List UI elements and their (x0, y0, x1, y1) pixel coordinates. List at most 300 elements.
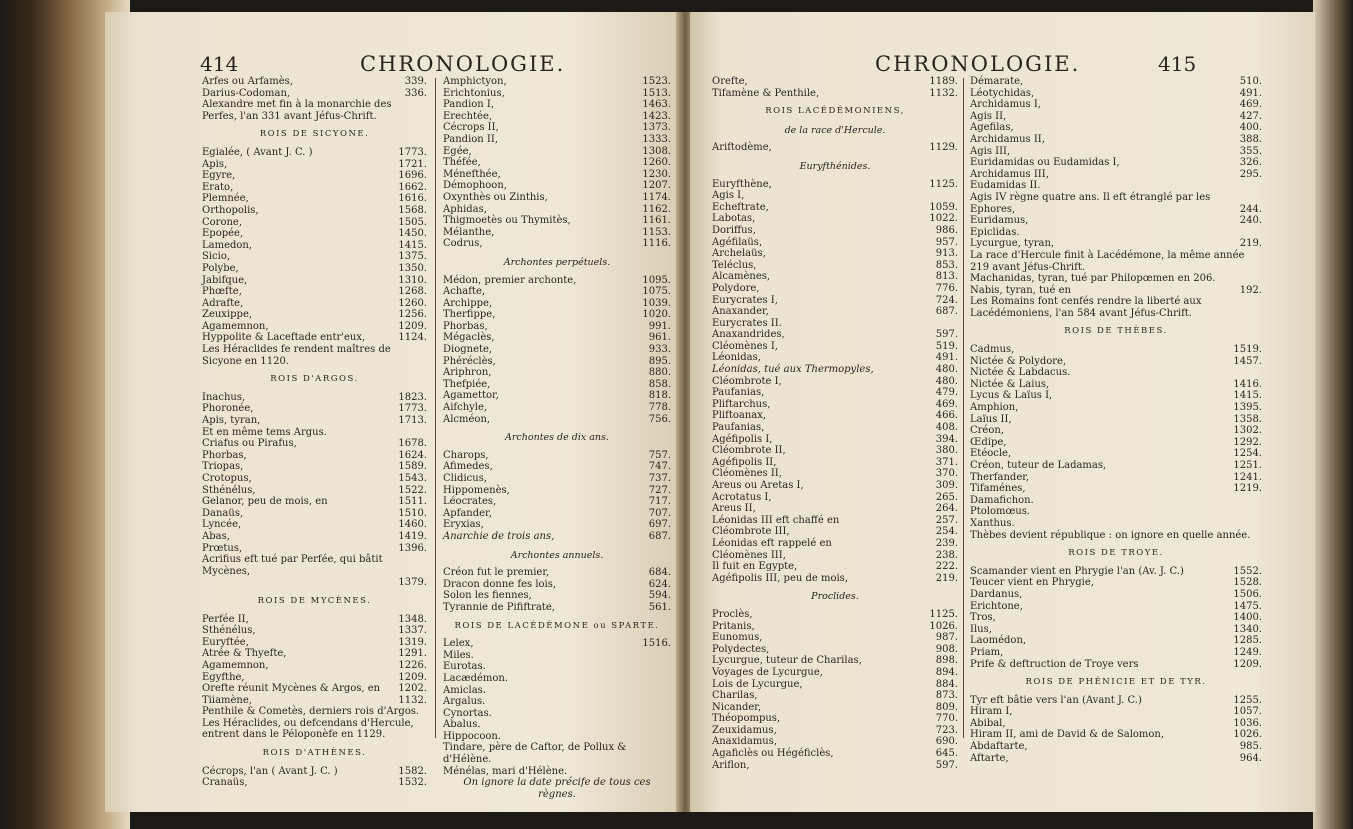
entry-year: 309. (935, 480, 958, 491)
entry-year: 1059. (929, 201, 958, 213)
entry-year: 1519. (1233, 344, 1262, 356)
entry-name: Orefte réunit Mycènes & Argos, en (202, 683, 381, 695)
entry-year: 1568. (398, 204, 427, 216)
entry-row (712, 644, 958, 656)
entry-name: Léonidas III eft chaffé en (712, 514, 840, 526)
entry-year: 818. (648, 390, 671, 402)
entry-name: Lelex, (443, 638, 474, 650)
entry-year: 1523. (642, 76, 671, 87)
entry-year: 1773. (398, 403, 427, 415)
entry-year: 687. (648, 530, 671, 542)
entry-name: Ariphron, (443, 367, 492, 379)
entry-row (443, 531, 671, 543)
entry-name: Teucer vient en Phrygie, (970, 577, 1094, 589)
entry-name: Lois de Lycurgue, (712, 678, 803, 690)
entry-name: Achafte, (443, 286, 486, 298)
entry-name: Therfippe, (443, 309, 496, 321)
entry-year: 957. (935, 236, 958, 248)
section-heading: ROIS DE MYCÈNES. (257, 595, 372, 606)
entry-year: 380. (935, 445, 958, 457)
entry-row (443, 169, 671, 181)
entry-name: Hippomenès, (443, 484, 510, 496)
entry-year: 1132. (929, 87, 958, 99)
entry-name: Eryxias, (443, 519, 484, 531)
entry-name: Agéfipolis II, (712, 456, 777, 468)
entry-year: 756. (648, 413, 671, 425)
entry-name: Lyncée, (202, 519, 242, 531)
entry-row (202, 648, 427, 660)
entry-row (970, 566, 1262, 578)
entry-year: 986. (935, 224, 958, 236)
entry-year: 1020. (642, 309, 671, 321)
entry-name: Pritanis, (712, 620, 755, 632)
entry-row (443, 696, 671, 708)
entry-name: Léocrates, (443, 496, 497, 508)
entry-name: Tros, (970, 612, 996, 624)
entry-name: Créon fut le premier, (443, 567, 550, 579)
entry-year: 597. (935, 759, 958, 771)
entry-year: 1423. (642, 110, 671, 122)
entry-row (970, 367, 1262, 379)
entry-row (443, 567, 671, 579)
entry-year: 597. (935, 329, 958, 341)
entry-row (970, 285, 1262, 297)
entry-year: 594. (648, 590, 671, 602)
entry-row (202, 228, 427, 240)
entry-year: 388. (1239, 133, 1262, 145)
entry-name: Orefte, (712, 76, 748, 87)
entry-year: 898. (935, 655, 958, 667)
entry-name: Mégaclès, (443, 332, 495, 344)
entry-name: Agis II, (970, 110, 1007, 122)
entry-row (202, 403, 427, 415)
entry-year: 244. (1239, 203, 1262, 215)
entry-name: Argalus. (443, 696, 486, 708)
entry-name: Priam, (970, 646, 1004, 658)
entry-year: 1132. (398, 694, 427, 706)
column-rule (435, 78, 436, 738)
entry-year: 1415. (398, 239, 427, 251)
entry-year: 394. (935, 433, 958, 445)
entry-name: Anarchie de trois ans, (443, 530, 555, 542)
entry-name: Abalus. (443, 719, 481, 731)
entry-year: 624. (648, 578, 671, 590)
entry-name: Archidamus III, (970, 168, 1049, 180)
entry-name: Dardanus, (970, 588, 1023, 600)
entry-name: Damafichon. (970, 494, 1034, 506)
entry-row (202, 275, 427, 287)
entry-row (443, 344, 671, 356)
entry-name: Il fuit en Egypte, (712, 561, 798, 573)
entry-year: 1207. (642, 180, 671, 192)
entry-name: Cléombrote I, (712, 375, 782, 387)
entry-row (443, 473, 671, 485)
entry-row (970, 741, 1262, 753)
section-heading: ROIS DE THÈBES. (1064, 326, 1168, 337)
entry-row (443, 402, 671, 414)
entry-year: 561. (648, 601, 671, 613)
entry-year: 491. (935, 352, 958, 364)
entry-row (970, 180, 1262, 192)
entry-year: 240. (1239, 215, 1262, 227)
entry-row (970, 706, 1262, 718)
entry-name: Polydectes, (712, 643, 770, 655)
entry-name: Aifchyle, (443, 402, 488, 414)
entry-row (970, 437, 1262, 449)
entry-name: Scamander vient en Phrygie l'an (Av. J. C.) (970, 565, 1184, 577)
entry-year: 1302. (1233, 425, 1262, 437)
entry-year: 1375. (398, 251, 427, 263)
entry-row (443, 192, 671, 204)
entry-row (712, 526, 958, 538)
entry-name: Archidamus II, (970, 133, 1045, 145)
entry-name: Anaxander, (712, 306, 769, 318)
entry-row (443, 390, 671, 402)
subsection-heading: Archontes perpétuels. (503, 256, 611, 268)
entry-name: Phorbas, (202, 449, 247, 461)
entry-row (712, 260, 958, 272)
entry-year: 1348. (398, 613, 427, 625)
entry-row (443, 99, 671, 111)
entry-row (712, 399, 958, 411)
entry-year: 238. (935, 549, 958, 561)
entry-row (202, 766, 427, 778)
entry-year: 466. (935, 410, 958, 422)
entry-name: Polydore, (712, 282, 760, 294)
entry-name: Apis, tyran, (202, 415, 261, 427)
entry-year: 1209. (398, 320, 427, 332)
entry-row (712, 376, 958, 388)
entry-row (202, 298, 427, 310)
entry-row (712, 179, 958, 191)
entry-year: 222. (935, 561, 958, 573)
entry-row (712, 736, 958, 748)
entry-row (202, 147, 427, 159)
entry-row (202, 205, 427, 217)
entry-year: 1616. (398, 193, 427, 205)
entry-year: 933. (648, 344, 671, 356)
entry-name: Agamemnon, (202, 659, 269, 671)
entry-row (202, 170, 427, 182)
entry-row (970, 134, 1262, 146)
entry-row (970, 495, 1262, 507)
entry-name: Miles. (443, 649, 474, 661)
entry-row (970, 659, 1262, 671)
entry-name: Créon, (970, 425, 1004, 437)
entry-name: Laïus II, (970, 413, 1012, 425)
entry-row (443, 88, 671, 100)
entry-year: 1457. (1233, 355, 1262, 367)
entry-name: Codrus, (443, 238, 483, 250)
entry-name: Crotopus, (202, 473, 252, 484)
entry-row (712, 667, 958, 679)
entry-row (443, 719, 671, 731)
entry-row (712, 88, 958, 100)
entry-row (970, 448, 1262, 460)
entry-name: Phorbas, (443, 320, 488, 332)
entry-row (970, 729, 1262, 741)
entry-name: Labotas, (712, 213, 756, 225)
subsection-heading: Archontes annuels. (510, 549, 604, 561)
entry-row (202, 461, 427, 473)
entry-row (712, 468, 958, 480)
entry-row (970, 146, 1262, 158)
entry-year: 1256. (398, 309, 427, 321)
entry-name: Agamemnon, (202, 320, 269, 332)
entry-name: Acrotatus I, (712, 491, 772, 503)
entry-name: Zeuxidamus, (712, 724, 777, 736)
section-heading: ROIS LACÉDÉMONIENS, (765, 106, 905, 117)
entry-row (712, 690, 958, 702)
entry-name: Adrafte, (202, 297, 244, 309)
entry-year: 1624. (398, 449, 427, 461)
entry-name: Oxynthès ou Zinthis, (443, 191, 548, 203)
entry-year: 1095. (642, 274, 671, 286)
entry-name: Corone, (202, 216, 243, 228)
entry-year: 813. (935, 271, 958, 283)
entry-year: 727. (648, 484, 671, 496)
entry-name: Archippe, (443, 297, 493, 309)
entry-name: Sthénélus, (202, 625, 256, 637)
entry-name: Criafus ou Pirafus, (202, 438, 297, 450)
entry-year: 1310. (398, 274, 427, 286)
entry-name: Cécrops, l'an ( Avant J. C. ) (202, 765, 338, 777)
left-column-1 (202, 76, 427, 789)
entry-name: Cléombrote II, (712, 445, 786, 457)
entry-year: 1662. (398, 181, 427, 193)
entry-row (970, 414, 1262, 426)
entry-name: Charilas, (712, 690, 758, 702)
entry-year: 737. (648, 473, 671, 484)
entry-row (712, 248, 958, 260)
entry-name: Anaxidamus, (712, 736, 778, 748)
entry-row (970, 472, 1262, 484)
entry-year: 1026. (1233, 729, 1262, 741)
entry-row (443, 134, 671, 146)
entry-year: 894. (935, 666, 958, 678)
entry-year: 1340. (1233, 623, 1262, 635)
entry-year: 776. (935, 282, 958, 294)
entry-row (443, 766, 671, 778)
entry-year: 1209. (1233, 658, 1262, 670)
entry-year: 1463. (642, 99, 671, 111)
entry-row (970, 695, 1262, 707)
entry-year: 1823. (398, 391, 427, 403)
entry-name: Tyrannie de Pififtrate, (443, 601, 555, 613)
entry-name: Pliftarchus, (712, 398, 771, 410)
entry-year: 1505. (398, 216, 427, 228)
entry-row (443, 122, 671, 134)
entry-row (712, 318, 958, 330)
entry-name: Darius-Codoman, (202, 87, 291, 99)
paragraph-text: Alexandre met fin à la monarchie des Perfes, l'an 331 avant Jéfus-Chrift. (202, 99, 392, 122)
entry-name: Xanthus. (970, 517, 1015, 529)
entry-name: Phoronée, (202, 403, 254, 415)
entry-name: Alcméon, (443, 413, 491, 425)
entry-name: Léonidas, (712, 352, 761, 364)
entry-year: 1057. (1233, 706, 1262, 718)
entry-year: 355. (1239, 145, 1262, 157)
entry-year: 809. (935, 701, 958, 713)
entry-row (712, 632, 958, 644)
section-heading: ROIS D'ARGOS. (270, 374, 359, 385)
entry-name: Phœfte, (202, 286, 242, 298)
entry-row (712, 515, 958, 527)
entry-name: Lycurgue, tuteur de Charilas, (712, 655, 862, 667)
entry-name: Etéocle, (970, 448, 1012, 460)
entry-year: 1268. (398, 286, 427, 298)
entry-row (202, 309, 427, 321)
entry-name: Eunomus, (712, 632, 763, 644)
entry-name: Cadmus, (970, 344, 1015, 356)
entry-name: Apfander, (443, 507, 492, 519)
entry-row (443, 661, 671, 673)
entry-name: Zeuxippe, (202, 309, 253, 321)
entry-name: Thigmoetès ou Thymitès, (443, 215, 571, 227)
entry-year: 985. (1239, 741, 1262, 753)
paragraph-text: La race d'Hercule finit à Lacédémone, la même année 219 avant Jéfus-Chrift. (970, 249, 1245, 273)
entry-name: Paufanias, (712, 422, 765, 434)
entry-row (970, 402, 1262, 414)
entry-year: 853. (935, 259, 958, 271)
entry-row (443, 602, 671, 614)
entry-name: Archidamus I, (970, 99, 1041, 111)
entry-row (202, 672, 427, 684)
entry-row (202, 577, 427, 589)
entry-name: Léonidas eft rappelé en (712, 537, 832, 549)
entry-row (443, 356, 671, 368)
entry-year: 964. (1239, 752, 1262, 764)
entry-year: 1721. (398, 158, 427, 170)
entry-name: Clidicus, (443, 473, 487, 484)
entry-name: Afimedes, (443, 461, 493, 473)
entry-name: Phéréclès, (443, 355, 496, 367)
entry-year: 371. (935, 456, 958, 468)
entry-row (712, 213, 958, 225)
entry-name: Egialée, ( Avant J. C. ) (202, 146, 313, 158)
entry-name: Agéfilaüs, (712, 236, 763, 248)
entry-year: 770. (935, 713, 958, 725)
entry-name: Therfander, (970, 471, 1030, 483)
entry-year: 427. (1239, 110, 1262, 122)
entry-name: Eurycrates I, (712, 294, 778, 306)
entry-name: Teléclus, (712, 259, 757, 271)
entry-year: 265. (935, 491, 958, 503)
entry-year: 1513. (642, 87, 671, 99)
entry-year: 1419. (398, 530, 427, 542)
entry-year: 1506. (1233, 588, 1262, 600)
entry-name: Sthénélus, (202, 484, 256, 496)
entry-row (712, 225, 958, 237)
entry-name: Hippocoon. (443, 730, 502, 742)
entry-row (443, 731, 671, 743)
entry-name: Areus II, (712, 503, 756, 515)
entry-year: 1219. (1233, 483, 1262, 495)
entry-year: 1337. (398, 625, 427, 637)
entry-row (443, 590, 671, 602)
entry-year: 1400. (1233, 612, 1262, 624)
entry-name: Plemnée, (202, 193, 249, 205)
entry-row (443, 450, 671, 462)
entry-row (970, 344, 1262, 356)
entry-name: Tyr eft bâtie vers l'an (Avant J. C.) (970, 694, 1142, 706)
entry-year: 1230. (642, 168, 671, 180)
entry-year: 987. (935, 632, 958, 644)
entry-row (443, 146, 671, 158)
entry-name: Aphidas, (443, 203, 487, 215)
entry-name: Tifamène & Penthile, (712, 87, 820, 99)
entry-row (202, 217, 427, 229)
entry-row (202, 660, 427, 672)
section-heading: ROIS DE SICYONE. (259, 129, 370, 140)
entry-year: 1510. (398, 507, 427, 519)
entry-row (202, 263, 427, 275)
entry-year: 880. (648, 367, 671, 379)
entry-row (712, 295, 958, 307)
entry-year: 192. (1239, 284, 1262, 296)
right-column-2 (970, 76, 1262, 764)
entry-row (712, 387, 958, 399)
entry-row (202, 531, 427, 543)
entry-row (712, 609, 958, 621)
entry-row (443, 286, 671, 298)
entry-row (712, 202, 958, 214)
entry-row (970, 635, 1262, 647)
entry-row (443, 332, 671, 344)
entry-name: Polybe, (202, 262, 239, 274)
entry-row (970, 227, 1262, 239)
entry-name: Théfée, (443, 157, 481, 169)
entry-row (443, 496, 671, 508)
paragraph-text: Les Héraclides fe rendent maîtres de Sicyone en 1120. (202, 344, 391, 367)
entry-row (202, 438, 427, 450)
entry-year: 1036. (1233, 717, 1262, 729)
entry-row (202, 695, 427, 707)
entry-row (443, 461, 671, 473)
entry-name: Amiclas. (443, 684, 486, 696)
entry-name: Cléomènes I, (712, 340, 778, 352)
entry-year: 254. (935, 526, 958, 538)
paragraph-text: Tindare, père de Caftor, de Pollux & d'Hélène. (443, 742, 627, 766)
entry-name: Œdipe, (970, 436, 1007, 448)
entry-row (712, 445, 958, 457)
entry-year: 469. (935, 398, 958, 410)
entry-year: 645. (935, 748, 958, 760)
entry-row (970, 483, 1262, 495)
entry-name: Epopée, (202, 228, 244, 240)
entry-year: 707. (648, 507, 671, 519)
entry-year: 687. (935, 306, 958, 318)
entry-row (443, 309, 671, 321)
entry-year: 1125. (929, 608, 958, 620)
entry-row (970, 589, 1262, 601)
entry-row (712, 422, 958, 434)
entry-name: Paufanias, (712, 387, 765, 399)
entry-year: 519. (935, 340, 958, 352)
entry-name: Egyre, (202, 170, 236, 182)
entry-name: Apis, (202, 158, 228, 170)
entry-row (443, 157, 671, 169)
entry-year: 1511. (398, 496, 427, 508)
entry-name: Jabifque, (202, 274, 248, 286)
entry-name: Cécrops II, (443, 122, 499, 134)
entry-year: 884. (935, 678, 958, 690)
entry-name: Ephores, (970, 203, 1016, 215)
entry-year: 1528. (1233, 577, 1262, 589)
entry-name: Abas, (202, 530, 230, 542)
entry-row (712, 702, 958, 714)
entry-name: Aftarte, (970, 752, 1009, 764)
